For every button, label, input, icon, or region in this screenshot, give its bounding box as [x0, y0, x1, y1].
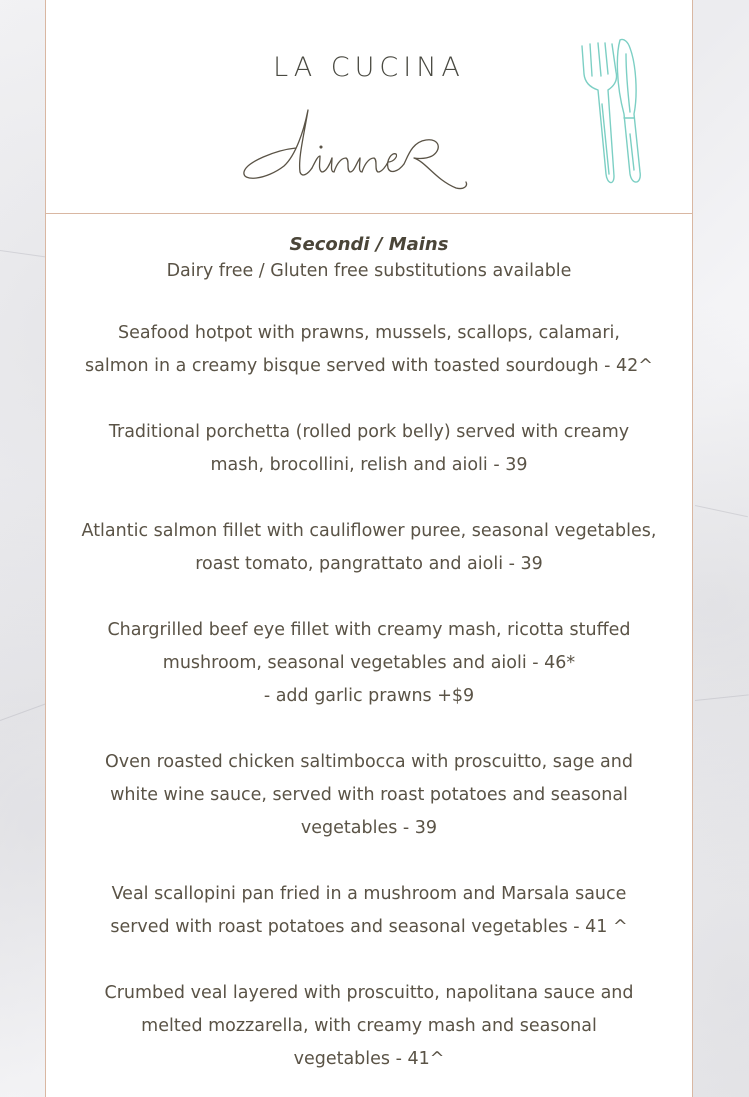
fork-knife-icon	[576, 34, 666, 194]
dish-atlantic-salmon	[46, 515, 692, 581]
menu-card	[45, 0, 693, 1097]
dish-crumbed-veal	[46, 977, 692, 1076]
dish-line: Crumbed veal layered with proscuitto, napolitana sauce and	[104, 983, 634, 1003]
section-title: Secondi / Mains	[289, 234, 449, 255]
dish-line: Seafood hotpot with prawns, mussels, scallops, calamari,	[118, 323, 620, 343]
restaurant-name: LA CUCINA	[273, 52, 465, 83]
dish-line: Veal scallopini pan fried in a mushroom and Marsala sauce	[111, 884, 627, 904]
marble-vein	[0, 703, 47, 721]
marble-vein	[695, 505, 748, 517]
dish-line: salmon in a creamy bisque served with toasted sourdough - 42^	[85, 356, 653, 376]
dish-porchetta	[46, 416, 692, 482]
dish-seafood-hotpot	[46, 317, 692, 383]
dinner-script-title	[236, 100, 476, 200]
substitutions-note: Dairy free / Gluten free substitutions available	[166, 261, 572, 281]
dish-line: mash, brocollini, relish and aioli - 39	[210, 455, 528, 475]
dish-line: white wine sauce, served with roast potatoes and seasonal	[110, 785, 628, 805]
dish-line: Oven roasted chicken saltimbocca with proscuitto, sage and	[105, 752, 633, 772]
dish-veal-scallopini	[46, 878, 692, 944]
menu-content	[46, 232, 692, 1076]
dish-line: mushroom, seasonal vegetables and aioli - 46*	[162, 653, 576, 673]
dish-line: vegetables - 41^	[293, 1049, 445, 1069]
dish-line: Atlantic salmon fillet with cauliflower puree, seasonal vegetables,	[81, 521, 657, 541]
dish-line: Chargrilled beef eye fillet with creamy mash, ricotta stuffed	[107, 620, 631, 640]
dish-line: melted mozzarella, with creamy mash and seasonal	[141, 1016, 597, 1036]
menu-header	[46, 0, 692, 214]
dish-line: roast tomato, pangrattato and aioli - 39	[195, 554, 543, 574]
dish-line: Traditional porchetta (rolled pork belly) served with creamy	[108, 422, 630, 442]
dish-line: served with roast potatoes and seasonal vegetables - 41 ^	[110, 917, 628, 937]
dish-chicken-saltimbocca	[46, 746, 692, 845]
dish-addon: - add garlic prawns +$9	[263, 686, 475, 706]
dish-line: vegetables - 39	[300, 818, 438, 838]
marble-vein	[695, 694, 749, 701]
dish-beef-eye-fillet	[46, 614, 692, 713]
